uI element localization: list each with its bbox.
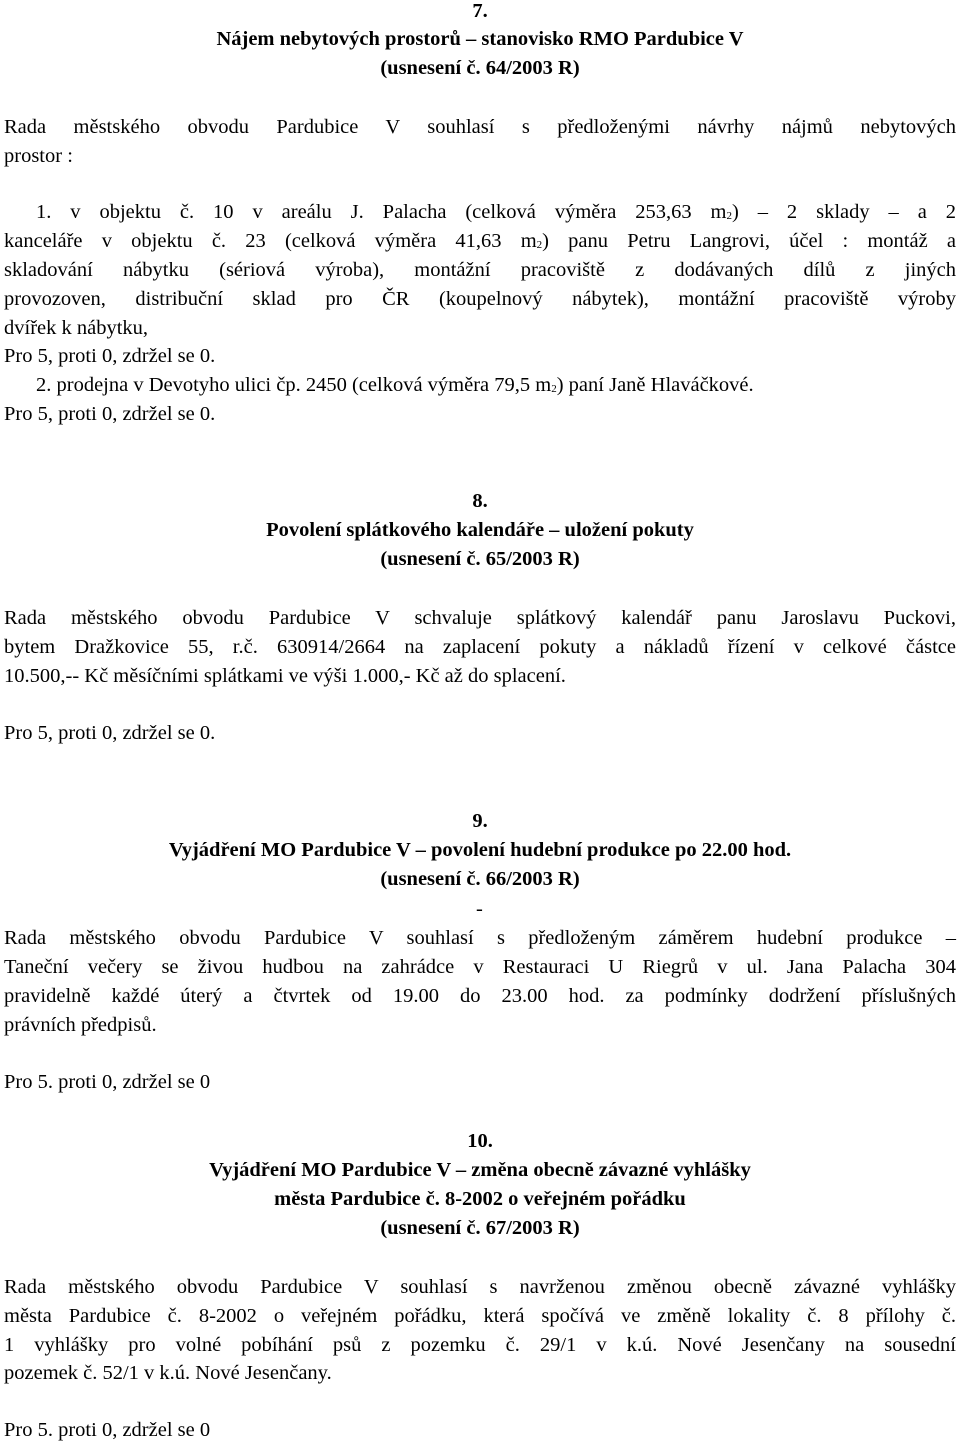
section-8-vote: Pro 5, proti 0, zdržel se 0. — [4, 722, 216, 744]
section-9-text-line-3: pravidelně každé úterý a čtvrtek od 19.00 do 23.00 hod. za podmínky dodržení příslušných — [4, 985, 956, 1007]
section-8-resolution: (usnesení č. 65/2003 R) — [380, 548, 580, 570]
section-8-text-line-1: Rada městského obvodu Pardubice V schvaluje splátkový kalendář panu Jaroslavu Puckovi, — [4, 607, 956, 629]
section-8-number: 8. — [472, 490, 488, 512]
section-7-vote-2: Pro 5, proti 0, zdržel se 0. — [4, 403, 216, 425]
section-7-vote-1: Pro 5, proti 0, zdržel se 0. — [4, 345, 216, 367]
section-9-text-line-4: právních předpisů. — [4, 1014, 157, 1036]
section-7-item-2: 2. prodejna v Devotyho ulici čp. 2450 (celková výměra 79,5 $m^2$) paní Janě Hlaváčkové. — [36, 374, 754, 396]
section-7-intro-cont: prostor : — [4, 145, 73, 167]
section-7-item-1-line-2: kanceláře v objektu č. 23 (celková výměra 41,63 $m^2$) panu Petru Langrovi, účel : montáž a — [4, 230, 956, 252]
section-9-dash-mark: - — [476, 898, 483, 920]
section-10-text-line-4: pozemek č. 52/1 v k.ú. Nové Jesenčany. — [4, 1362, 332, 1384]
section-7-item-1: 1. v objektu č. 10 v areálu J. Palacha (celková výměra 253,63 $m^2) - 2$ sklady – a 2 — [36, 201, 956, 223]
section-10-title: Vyjádření MO Pardubice V – změna obecně závazné vyhlášky — [209, 1159, 751, 1181]
section-10-text-line-2: města Pardubice č. 8-2002 o veřejném pořádku, která spočívá ve změně lokality č. 8 přílohy č. — [4, 1305, 956, 1327]
section-10-number: 10. — [467, 1130, 493, 1152]
section-7-resolution: (usnesení č. 64/2003 R) — [380, 57, 580, 79]
section-9-number: 9. — [472, 810, 488, 832]
section-9-text-line-1: Rada městského obvodu Pardubice V souhlasí s předloženým záměrem hudební produkce – — [4, 927, 956, 949]
section-10-vote: Pro 5. proti 0, zdržel se 0 — [4, 1419, 211, 1441]
section-9-text-line-2: Taneční večery se živou hudbou na zahrádce v Restauraci U Riegrů v ul. Jana Palacha 304 — [4, 956, 956, 978]
section-7-item-1-line-5: dvířek k nábytku, — [4, 317, 149, 339]
section-8-title: Povolení splátkového kalendáře – uložení pokuty — [266, 519, 694, 541]
section-7-intro: Rada městského obvodu Pardubice V souhlasí s předloženými návrhy nájmů nebytových — [4, 116, 956, 138]
section-9-vote: Pro 5. proti 0, zdržel se 0 — [4, 1071, 211, 1093]
section-7-title: Nájem nebytových prostorů – stanovisko RMO Pardubice V — [216, 28, 744, 50]
section-9-resolution: (usnesení č. 66/2003 R) — [380, 868, 580, 890]
section-10-title-cont: města Pardubice č. 8-2002 o veřejném pořádku — [274, 1188, 686, 1210]
section-10-resolution: (usnesení č. 67/2003 R) — [380, 1217, 580, 1239]
section-7-number: 7. — [472, 0, 488, 22]
section-8-text-line-2: bytem Dražkovice 55, r.č. 630914/2664 na zaplacení pokuty a nákladů řízení v celkové částce — [4, 636, 956, 658]
section-7-item-1-line-3: skladování nábytku (sériová výroba), montážní pracoviště z dodávaných dílů z jiných — [4, 259, 956, 281]
section-8-text-line-3: 10.500,-- Kč měsíčními splátkami ve výši 1.000,- Kč až do splacení. — [4, 665, 566, 687]
section-7-item-1-line-4: provozoven, distribuční sklad pro ČR (koupelnový nábytek), montážní pracoviště výroby — [4, 288, 956, 310]
section-10-text-line-1: Rada městského obvodu Pardubice V souhlasí s navrženou změnou obecně závazné vyhlášky — [4, 1276, 956, 1298]
section-9-title: Vyjádření MO Pardubice V – povolení hudební produkce po 22.00 hod. — [168, 839, 792, 861]
section-10-text-line-3: 1 vyhlášky pro volné pobíhání psů z pozemku č. 29/1 v k.ú. Nové Jesenčany na sousední — [4, 1334, 956, 1356]
